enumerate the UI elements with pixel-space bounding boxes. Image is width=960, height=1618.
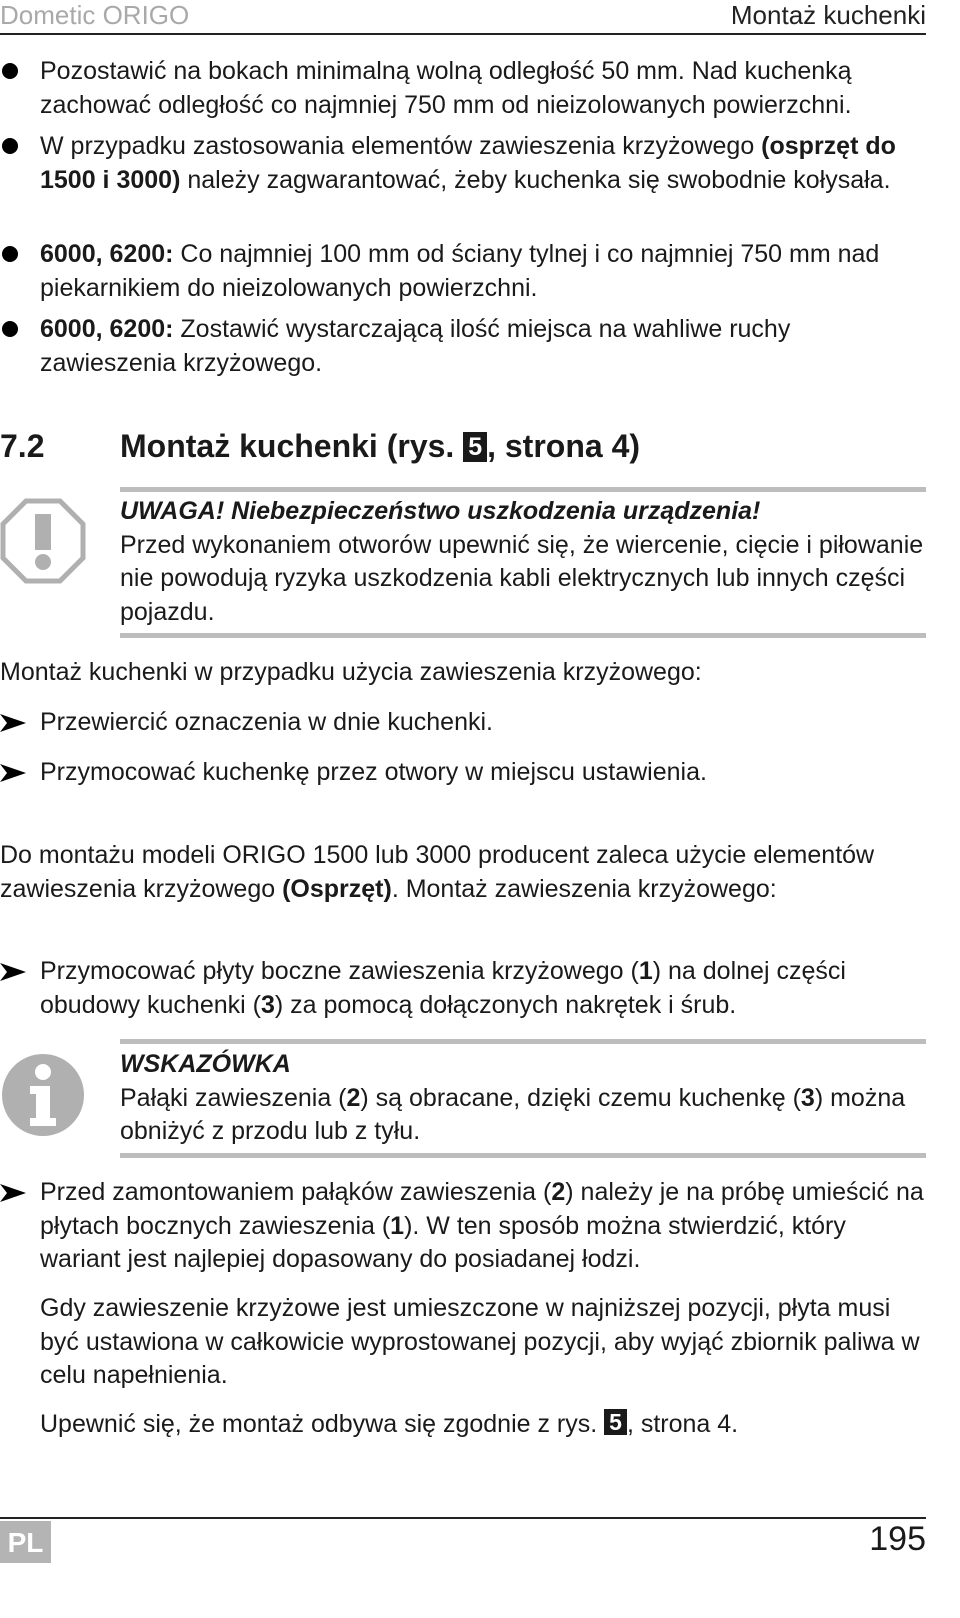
bullet-item [0, 313, 926, 380]
step-item [0, 756, 926, 790]
note-box [120, 1048, 926, 1149]
bullet-dot-icon [2, 63, 18, 79]
bullet-item [0, 238, 926, 305]
note-title: WSKAZÓWKA [120, 1050, 291, 1078]
note-top-rule [120, 1039, 926, 1044]
section-number: 7.2 [0, 428, 45, 464]
figure-ref-badge: 5 [604, 1409, 627, 1435]
section-title: Montaż kuchenki (rys. 5 , strona 4) [120, 428, 641, 464]
intro-paragraph: Do montażu modeli ORIGO 1500 lub 3000 producent zaleca użycie elementów zawieszenia krzyżowego (Osprzęt). Montaż zawieszenia krzyżowego: [0, 841, 875, 903]
arrow-bullet-icon [0, 714, 26, 732]
step-text: Przymocować kuchenkę przez otwory w miejscu ustawienia. [40, 758, 707, 786]
warning-text: Przed wykonaniem otworów upewnić się, że wiercenie, cięcie i piłowanie nie powodują ryzyka uszkodzenia kabli elektrycznych lub innych części pojazdu. [120, 530, 924, 626]
step-item [0, 955, 926, 1022]
intro-paragraph: Montaż kuchenki w przypadku użycia zawieszenia krzyżowego: [0, 658, 702, 686]
bullet-text: Pozostawić na bokach minimalną wolną odległość 50 mm. Nad kuchenką zachować odległość co najmniej 750 mm od nieizolowanych powierzchni. [40, 57, 852, 119]
bullet-item [0, 130, 926, 197]
footer-rule [0, 1517, 926, 1519]
bullet-dot-icon [2, 246, 18, 262]
bullet-text: 6000, 6200: Zostawić wystarczającą ilość miejsca na wahliwe ruchy zawieszenia krzyżowego. [40, 315, 791, 377]
body-paragraph: Gdy zawieszenie krzyżowe jest umieszczone w najniższej pozycji, płyta musi być ustawiona w całkowicie wyprostowanej pozycji, aby wyjąć zbiornik paliwa w celu napełnienia. [40, 1294, 920, 1389]
header-rule [0, 33, 926, 35]
bullet-text: 6000, 6200: Co najmniej 100 mm od ściany tylnej i co najmniej 750 mm nad piekarnikiem do nieizolowanych powierzchni. [40, 240, 880, 302]
bullet-dot-icon [2, 138, 18, 154]
note-text: Pałąki zawieszenia (2) są obracane, dzięki czemu kuchenkę (3) można obniżyć z przodu lub z tyłu. [120, 1083, 906, 1145]
warning-bottom-rule [120, 633, 926, 638]
header-section: Montaż kuchenki [730, 0, 926, 30]
figure-ref-badge: 5 [463, 432, 487, 462]
page-number: 195 [869, 1520, 926, 1558]
warning-icon [0, 498, 86, 589]
arrow-bullet-icon [0, 963, 26, 981]
step-text: Przymocować płyty boczne zawieszenia krzyżowego (1) na dolnej części obudowy kuchenki (3) za pomocą dołączonych nakrętek i śrub. [40, 957, 846, 1019]
step-text: Przewiercić oznaczenia w dnie kuchenki. [40, 708, 493, 736]
header-brand: Dometic ORIGO [0, 0, 190, 30]
warning-title: UWAGA! Niebezpieczeństwo uszkodzenia urządzenia! [120, 497, 761, 525]
info-icon [0, 1052, 86, 1143]
arrow-bullet-icon [0, 1184, 26, 1202]
step-item [0, 1176, 926, 1277]
arrow-bullet-icon [0, 764, 26, 782]
warning-top-rule [120, 487, 926, 492]
warning-box [120, 495, 926, 629]
bullet-item [0, 55, 926, 122]
language-badge: PL [0, 1521, 51, 1563]
step-text: Przed zamontowaniem pałąków zawieszenia (2) należy je na próbę umieścić na płytach bocznych zawieszenia (1). W ten sposób można stwierdzić, który wariant jest najlepiej dopasowany do posiadanej łodzi. [40, 1178, 924, 1273]
bullet-dot-icon [2, 321, 18, 337]
bullet-text: W przypadku zastosowania elementów zawieszenia krzyżowego (osprzęt do 1500 i 3000) należy zagwarantować, żeby kuchenka się swobodnie kołysała. [40, 132, 896, 194]
step-item [0, 706, 926, 740]
note-bottom-rule [120, 1153, 926, 1158]
body-paragraph: Upewnić się, że montaż odbywa się zgodnie z rys. 5 , strona 4. [40, 1409, 739, 1438]
